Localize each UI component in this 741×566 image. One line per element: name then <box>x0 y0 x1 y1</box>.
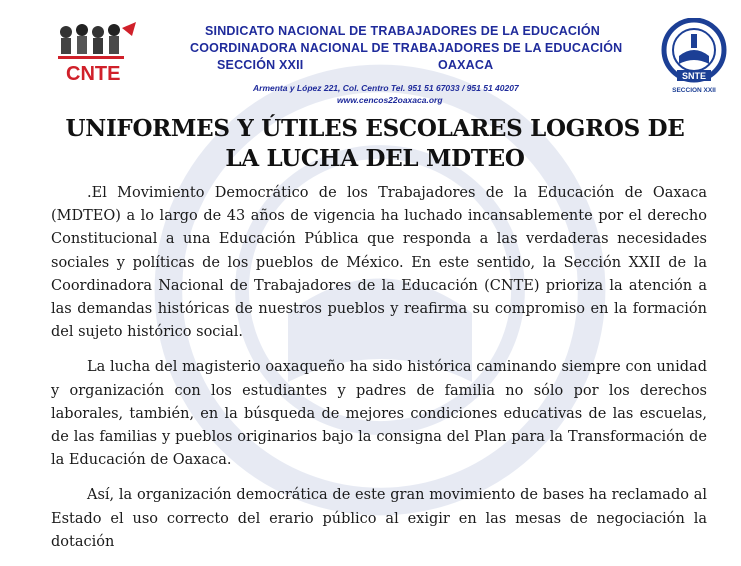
snte-logo-icon <box>657 18 731 98</box>
header-coordinator-name: COORDINADORA NACIONAL DE TRABAJADORES DE LA EDUCACIÓN <box>190 41 623 55</box>
header-union-name: SINDICATO NACIONAL DE TRABAJADORES DE LA EDUCACIÓN <box>205 24 600 38</box>
header-section: SECCIÓN XXII <box>217 58 304 72</box>
cnte-logo-icon <box>52 22 138 86</box>
cnte-logo-text: CNTE <box>66 63 121 85</box>
letterhead <box>0 0 741 110</box>
paragraph-3: Así, la organización democrática de este gran movimiento de bases ha reclamado al Estado el uso correcto del erario público al exigir en las mesas de negociación la dotación <box>51 487 707 550</box>
header-address: Armenta y López 221, Col. Centro Tel. 951 51 67033 / 951 51 40207 <box>253 83 519 93</box>
document-title: UNIFORMES Y ÚTILES ESCOLARES LOGROS DE LA LUCHA DEL MDTEO <box>65 115 685 172</box>
header-website[interactable]: www.cencos22oaxaca.org <box>337 95 443 105</box>
snte-logo-caption: SECCION XXII <box>672 87 716 94</box>
header-state: OAXACA <box>438 58 494 72</box>
snte-logo-text: SNTE <box>681 71 707 81</box>
paragraph-2: La lucha del magisterio oaxaqueño ha sido histórica caminando siempre con unidad y organización con los estudiantes y padres de familia no sólo por los derechos laborales, también, en la búsqueda de mejores condiciones educativas de las escuelas, de las familias y pueblos originarios bajo la consigna del Plan para la Transformación de la Educación de Oaxaca. <box>51 359 707 469</box>
document-body <box>51 182 707 566</box>
paragraph-1: .El Movimiento Democrático de los Trabajadores de la Educación de Oaxaca (MDTEO) a lo largo de 43 años de vigencia ha luchado incansablemente por el derecho Constitucional a una Educación Pública que responda a las verdaderas necesidades sociales y políticas de los pueblos de México. En este sentido, la Sección XXII de la Coordinadora Nacional de Trabajadores de la Educación (CNTE) prioriza la atención a las demandas históricas de nuestros pueblos y reafirma su compromiso en la formación del sujeto histórico social. <box>51 185 707 341</box>
